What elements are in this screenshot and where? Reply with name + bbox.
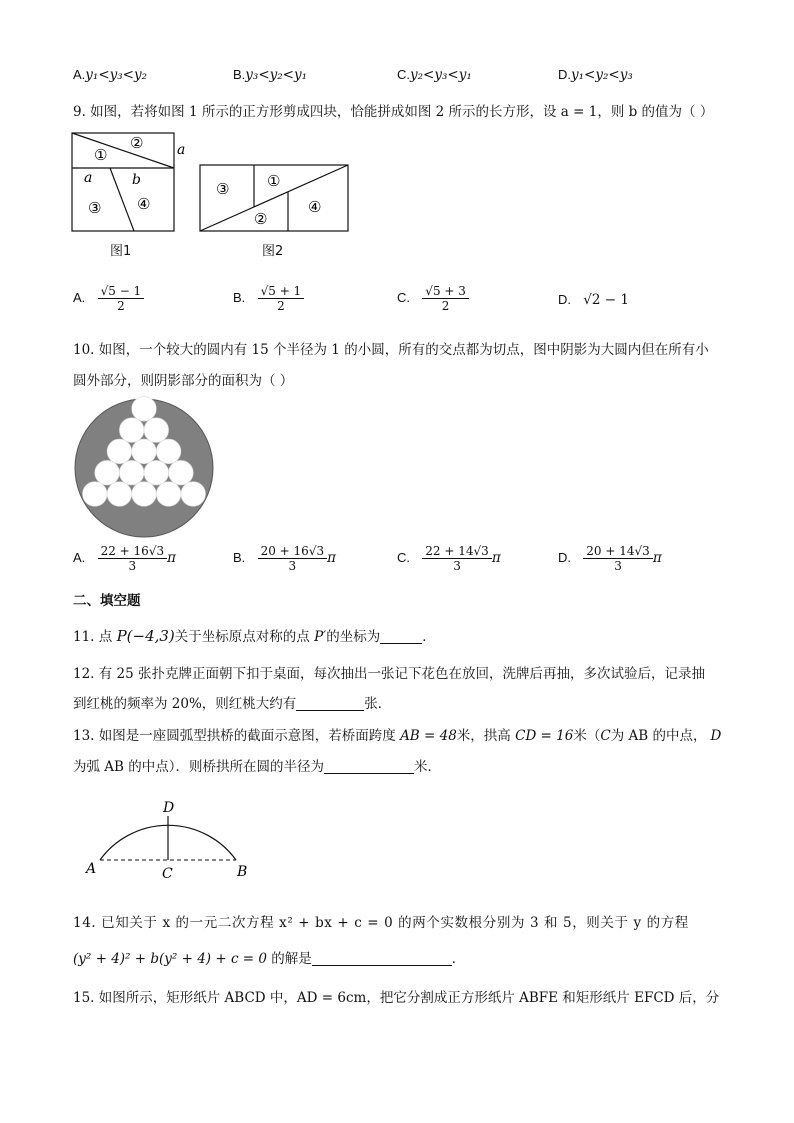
small-circle [119, 418, 144, 443]
option-fraction: $\frac{20 + 14√3}{3}$ [583, 544, 653, 573]
label-b: B [237, 864, 248, 880]
label-a: a [84, 170, 93, 186]
option-text: y₂<y₃<y₁ [410, 67, 472, 83]
option-fraction: $\frac{√5 - 1}{2}$ [98, 284, 145, 313]
small-circle [169, 460, 194, 485]
answer-blank [324, 759, 414, 774]
small-circle [144, 418, 169, 443]
option-letter: C. [397, 67, 410, 82]
answer-blank [380, 629, 422, 644]
option-letter: B. [233, 67, 246, 82]
circled-4: ④ [137, 195, 151, 213]
option-letter: D. [558, 292, 571, 307]
q10-stem-line-2: 圆外部分，则阴影部分的面积为（ ） [73, 373, 294, 389]
q9-option-b [233, 284, 304, 313]
option-letter: D. [558, 67, 571, 82]
option-text: √2 − 1 [583, 292, 629, 308]
option-fraction: $\frac{22 + 16√3}{3}$ [98, 544, 168, 573]
point-p: P(−4,3) [116, 627, 175, 645]
q10-option-a: A. $\frac{22 + 16√3}{3}$ π [73, 544, 176, 573]
q14-line-2: (y² + 4)² + b(y² + 4) + c = 0 的解是 ． [73, 951, 466, 967]
option-letter: A. [73, 550, 86, 565]
label-d: D [163, 800, 175, 816]
circled-3: ③ [88, 199, 102, 217]
circled-2: ② [254, 210, 268, 228]
option-letter: A. [73, 67, 86, 82]
option-text: y₁<y₃<y₂ [85, 67, 148, 83]
q10-option-b: B. $\frac{20 + 16√3}{3}$ π [233, 544, 336, 573]
option-letter: D. [558, 550, 571, 565]
small-circle [156, 482, 181, 507]
option-letter: B. [233, 550, 246, 565]
small-circle [132, 396, 157, 421]
q9-figure-2-caption: 图2 [262, 244, 284, 259]
answer-blank [312, 951, 452, 966]
circled-4: ④ [308, 198, 322, 216]
q8-option-b [233, 67, 307, 83]
point-p-prime: P′ [314, 629, 327, 645]
option-letter: A. [73, 290, 86, 305]
label-c: C [162, 866, 173, 882]
q8-option-a [73, 67, 147, 83]
option-letter: B. [233, 290, 246, 305]
q14-line-1: 14. 已知关于 x 的一元二次方程 x² + bx + c = 0 的两个实数根分别为 3 和 5，则关于 y 的方程 [73, 915, 689, 931]
q9-figure-1-caption: 图1 [110, 244, 132, 259]
small-circle [144, 460, 169, 485]
q10-stem-line-1: 10. 如图，一个较大的圆内有 15 个半径为 1 的小圆，所有的交点都为切点，图中阴影为大圆内但在所有小 [73, 342, 709, 358]
small-circle [107, 482, 132, 507]
small-circle [119, 460, 144, 485]
small-circle [132, 482, 157, 507]
small-circle [132, 439, 157, 464]
option-fraction: $\frac{20 + 16√3}{3}$ [258, 544, 328, 573]
label-b: b [132, 172, 141, 188]
small-circle [95, 460, 120, 485]
q9-figure-2 [198, 162, 352, 234]
q13-line-2: 为弧 AB 的中点）．则桥拱所在圆的半径为 米． [73, 759, 442, 775]
q8-option-c [397, 67, 472, 83]
option-letter: C. [397, 550, 410, 565]
q9-option-a [73, 284, 144, 313]
circled-1: ① [267, 172, 281, 190]
q15-line-1: 15. 如图所示，矩形纸片 ABCD 中，AD = 6cm，把它分割成正方形纸片 ABFE 和矩形纸片 EFCD 后，分 [73, 990, 720, 1006]
q9-option-d [558, 292, 629, 308]
q9-stem: 9. 如图，若将如图 1 所示的正方形剪成四块，恰能拼成如图 2 所示的长方形，设 a = 1，则 b 的值为（ ） [73, 104, 714, 120]
circled-3: ③ [216, 180, 230, 198]
q12-line-2: 到红桃的频率为 20%，则红桃大约有 张． [73, 696, 392, 712]
option-fraction: $\frac{22 + 14√3}{3}$ [422, 544, 492, 573]
q13-bridge-figure [82, 798, 258, 884]
option-letter: C. [397, 290, 410, 305]
label-a-side: a [177, 142, 186, 158]
option-text: y₁<y₂<y₃ [571, 67, 633, 83]
option-fraction: $\frac{√5 + 3}{2}$ [422, 284, 469, 313]
q8-option-d [558, 67, 633, 83]
option-text: y₃<y₂<y₁ [245, 67, 308, 83]
small-circle [181, 482, 206, 507]
q13-line-1: 13. 如图是一座圆弧型拱桥的截面示意图，若桥面跨度 AB = 48米，拱高 CD = 16米（C为 AB 的中点， D [73, 728, 722, 744]
q9-figure-1 [70, 130, 190, 234]
section-2-title: 二、填空题 [73, 593, 141, 609]
q11: 11. 点 P(−4,3)关于坐标原点对称的点 P′的坐标为 ． [73, 627, 436, 645]
option-fraction: $\frac{√5 + 1}{2}$ [258, 284, 305, 313]
q10-option-c: C. $\frac{22 + 14√3}{3}$ π [397, 544, 501, 573]
circled-1: ① [94, 146, 108, 164]
q10-circles-figure [72, 396, 216, 540]
small-circle [156, 439, 181, 464]
q10-option-d: D. $\frac{20 + 14√3}{3}$ π [558, 544, 662, 573]
q9-option-c [397, 284, 469, 313]
q12-line-1: 12. 有 25 张扑克牌正面朝下扣于桌面，每次抽出一张记下花色在放回，洗牌后再抽，多次试验后，记录抽 [73, 666, 706, 682]
small-circle [107, 439, 132, 464]
answer-blank [296, 696, 364, 711]
circled-2: ② [130, 134, 144, 152]
small-circle [83, 482, 108, 507]
label-a: A [86, 861, 97, 877]
